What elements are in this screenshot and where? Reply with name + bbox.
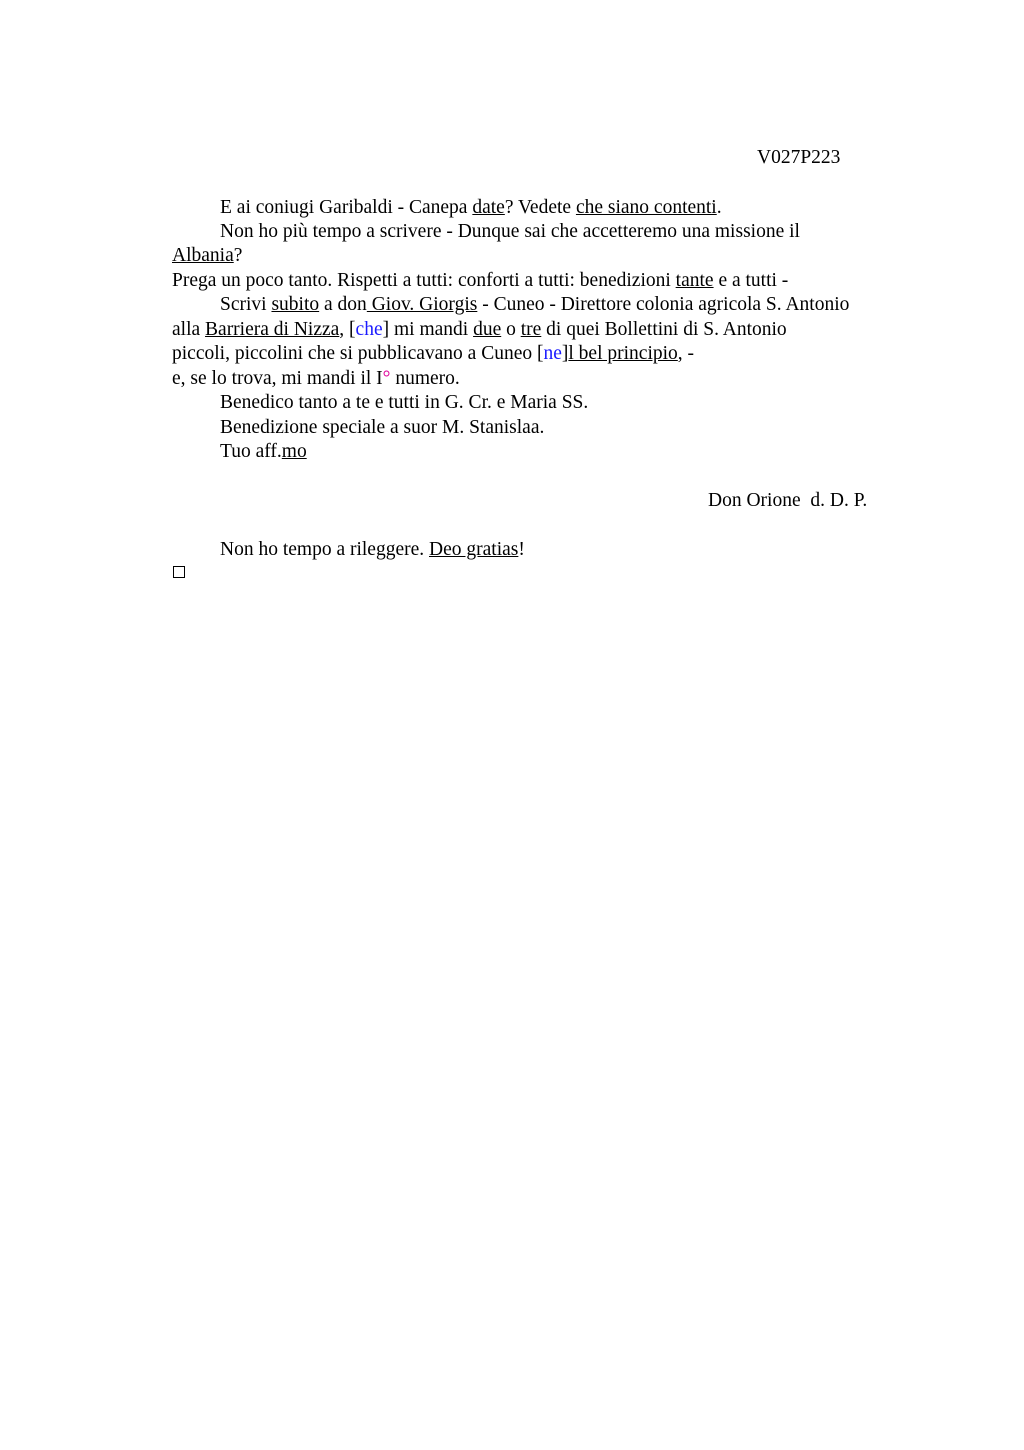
paragraph-line-1 xyxy=(220,196,722,220)
text: Tuo aff. xyxy=(220,441,282,462)
text: E ai coniugi Garibaldi - Canepa xyxy=(220,197,473,218)
text: ? xyxy=(233,245,243,266)
paragraph-line-7 xyxy=(172,342,694,366)
text: Non ho tempo a rileggere. xyxy=(220,539,430,560)
text: . xyxy=(716,197,722,218)
text: piccoli, piccolini che si pubblicavano a Cuneo [ xyxy=(172,343,544,364)
underlined-text: Barriera di Nizza xyxy=(205,319,340,340)
text: ] mi mandi xyxy=(382,319,474,340)
paragraph-line-5 xyxy=(220,293,849,317)
text: , [ xyxy=(339,319,356,340)
text: ! xyxy=(518,539,525,560)
underlined-text: Giov. Giorgis xyxy=(366,294,478,315)
text: - Cuneo - Direttore colonia agricola S. Antonio xyxy=(477,294,850,315)
underlined-text: l bel principio xyxy=(568,343,678,364)
text: di quei Bollettini di S. Antonio xyxy=(541,319,787,340)
text: e, se lo trova, mi mandi il I xyxy=(172,368,383,389)
underlined-text: subito xyxy=(271,294,320,315)
text: numero. xyxy=(390,368,460,389)
paragraph-line-4 xyxy=(172,269,788,293)
paragraph-line-8 xyxy=(172,367,460,391)
paragraph-line-11 xyxy=(220,440,307,464)
text: e a tutti - xyxy=(713,270,789,291)
paragraph-line-3 xyxy=(172,244,242,268)
square-box-icon xyxy=(173,566,185,578)
reference-code: V027P223 xyxy=(757,147,841,168)
text: , - xyxy=(677,343,695,364)
paragraph-line-9 xyxy=(220,391,588,415)
text: Scrivi xyxy=(220,294,272,315)
paragraph-line-10 xyxy=(220,416,544,440)
text: o xyxy=(501,319,521,340)
text: Prega un poco tanto. Rispetti a tutti: conforti a tutti: benedizioni xyxy=(172,270,676,291)
text: a don xyxy=(319,294,367,315)
underlined-text: Deo gratias xyxy=(429,539,519,560)
paragraph-line-6 xyxy=(172,318,787,342)
underlined-text: tante xyxy=(675,270,714,291)
text: Non ho più tempo a scrivere - Dunque sai che accetteremo una missione il xyxy=(220,221,800,242)
postscript-line xyxy=(220,538,525,562)
paragraph-line-2 xyxy=(220,220,800,244)
editorial-insertion: che xyxy=(355,319,383,340)
degree-mark: ° xyxy=(382,368,391,389)
signature: Don Orione d. D. P. xyxy=(708,490,868,511)
text: ] xyxy=(561,343,569,364)
underlined-text: tre xyxy=(520,319,542,340)
text: alla xyxy=(172,319,206,340)
text: Benedico tanto a te e tutti in G. Cr. e Maria SS. xyxy=(220,392,589,413)
underlined-text: che siano contenti xyxy=(575,197,717,218)
text: Benedizione speciale a suor M. Stanislaa. xyxy=(220,417,545,438)
underlined-text: Albania xyxy=(172,245,234,266)
underlined-text: due xyxy=(473,319,502,340)
text: ? Vedete xyxy=(504,197,576,218)
underlined-text: date xyxy=(472,197,505,218)
underlined-text: mo xyxy=(281,441,307,462)
editorial-insertion: ne xyxy=(543,343,562,364)
